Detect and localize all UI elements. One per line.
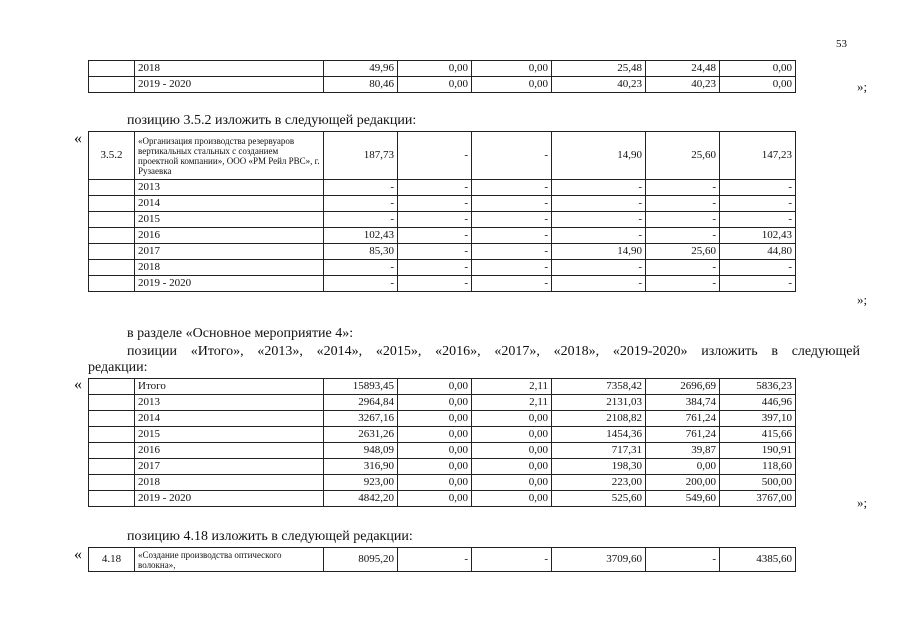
value-cell: 25,60	[646, 132, 720, 180]
value-cell: -	[398, 228, 472, 244]
value-cell: 415,66	[720, 427, 796, 443]
value-cell: 2131,03	[552, 395, 646, 411]
value-cell: 3767,00	[720, 491, 796, 507]
value-cell: 761,24	[646, 427, 720, 443]
value-cell: -	[552, 180, 646, 196]
value-cell: 102,43	[324, 228, 398, 244]
value-cell: 44,80	[720, 244, 796, 260]
table-row	[89, 77, 796, 93]
value-cell: 525,60	[552, 491, 646, 507]
value-cell: 549,60	[646, 491, 720, 507]
value-cell: 2964,84	[324, 395, 398, 411]
value-cell: 80,46	[324, 77, 398, 93]
table-row	[89, 411, 796, 427]
table-row	[89, 132, 796, 180]
value-cell: 0,00	[720, 61, 796, 77]
value-cell: 85,30	[324, 244, 398, 260]
value-cell: -	[646, 548, 720, 572]
value-cell: -	[646, 196, 720, 212]
value-cell: -	[324, 212, 398, 228]
table-row	[89, 491, 796, 507]
value-cell: -	[552, 196, 646, 212]
table-row	[89, 459, 796, 475]
value-cell: -	[324, 260, 398, 276]
value-cell: -	[398, 244, 472, 260]
value-cell: 14,90	[552, 244, 646, 260]
row-number-cell	[89, 379, 135, 395]
row-label-cell: 2019 - 2020	[135, 491, 324, 507]
value-cell: 0,00	[472, 411, 552, 427]
value-cell: 948,09	[324, 443, 398, 459]
table-row	[89, 475, 796, 491]
value-cell: 384,74	[646, 395, 720, 411]
row-number-cell	[89, 395, 135, 411]
row-number-cell	[89, 443, 135, 459]
table-row	[89, 196, 796, 212]
value-cell: 223,00	[552, 475, 646, 491]
value-cell: 0,00	[472, 427, 552, 443]
table-row	[89, 244, 796, 260]
value-cell: 2108,82	[552, 411, 646, 427]
value-cell: 761,24	[646, 411, 720, 427]
value-cell: -	[552, 212, 646, 228]
value-cell: 0,00	[398, 77, 472, 93]
value-cell: -	[552, 260, 646, 276]
value-cell: 102,43	[720, 228, 796, 244]
row-label-cell: 2018	[135, 260, 324, 276]
value-cell: 1454,36	[552, 427, 646, 443]
row-label-cell: 2013	[135, 180, 324, 196]
value-cell: -	[324, 180, 398, 196]
row-label-cell: 2019 - 2020	[135, 276, 324, 292]
value-cell: 0,00	[472, 459, 552, 475]
table-row	[89, 379, 796, 395]
row-label-cell: 2019 - 2020	[135, 77, 324, 93]
value-cell: -	[720, 180, 796, 196]
value-cell: 0,00	[398, 443, 472, 459]
value-cell: 25,48	[552, 61, 646, 77]
value-cell: -	[398, 260, 472, 276]
row-label-cell: 2015	[135, 427, 324, 443]
value-cell: -	[472, 228, 552, 244]
value-cell: 4842,20	[324, 491, 398, 507]
value-cell: 0,00	[398, 411, 472, 427]
row-number-cell	[89, 61, 135, 77]
value-cell: 500,00	[720, 475, 796, 491]
table-row	[89, 212, 796, 228]
row-number-cell	[89, 196, 135, 212]
value-cell: -	[398, 132, 472, 180]
value-cell: 118,60	[720, 459, 796, 475]
value-cell: 14,90	[552, 132, 646, 180]
row-number-cell	[89, 212, 135, 228]
row-label-cell: 2016	[135, 228, 324, 244]
row-label-cell: 2015	[135, 212, 324, 228]
value-cell: 0,00	[398, 475, 472, 491]
value-cell: -	[472, 196, 552, 212]
value-cell: 0,00	[398, 395, 472, 411]
value-cell: -	[398, 180, 472, 196]
value-cell: -	[472, 260, 552, 276]
row-label-cell: 2018	[135, 475, 324, 491]
value-cell: -	[398, 196, 472, 212]
opening-quote: «	[74, 546, 82, 563]
value-cell: 0,00	[472, 475, 552, 491]
value-cell: 0,00	[398, 61, 472, 77]
value-cell: 200,00	[646, 475, 720, 491]
row-number-cell	[89, 244, 135, 260]
instruction-paragraph-continuation: редакции:	[88, 360, 148, 375]
value-cell: 8095,20	[324, 548, 398, 572]
row-number-cell	[89, 427, 135, 443]
row-number-cell	[89, 77, 135, 93]
value-cell: -	[398, 212, 472, 228]
value-cell: -	[646, 228, 720, 244]
value-cell: 7358,42	[552, 379, 646, 395]
value-cell: 717,31	[552, 443, 646, 459]
row-label-cell: 2013	[135, 395, 324, 411]
value-cell: 446,96	[720, 395, 796, 411]
opening-quote: «	[74, 376, 82, 393]
table-position-4-18	[88, 547, 796, 572]
table-row	[89, 260, 796, 276]
row-number-cell	[89, 411, 135, 427]
value-cell: -	[646, 180, 720, 196]
row-number-cell	[89, 260, 135, 276]
table-row	[89, 548, 796, 572]
value-cell: 5836,23	[720, 379, 796, 395]
value-cell: 2696,69	[646, 379, 720, 395]
value-cell: -	[720, 212, 796, 228]
value-cell: 0,00	[398, 379, 472, 395]
project-name-cell: «Организация производства резервуаров вертикальных стальных с созданием проектной компании», ООО «РМ Рейл РВС», г. Рузаевка	[135, 132, 324, 180]
value-cell: 40,23	[646, 77, 720, 93]
value-cell: -	[398, 548, 472, 572]
row-label-cell: 2016	[135, 443, 324, 459]
value-cell: 0,00	[472, 61, 552, 77]
row-number-cell	[89, 228, 135, 244]
value-cell: 0,00	[646, 459, 720, 475]
value-cell: 3709,60	[552, 548, 646, 572]
value-cell: -	[552, 228, 646, 244]
value-cell: 0,00	[720, 77, 796, 93]
value-cell: 0,00	[398, 427, 472, 443]
row-number-cell	[89, 180, 135, 196]
row-label-cell: Итого	[135, 379, 324, 395]
instruction-paragraph: позиции «Итого», «2013», «2014», «2015», «2016», «2017», «2018», «2019-2020» изложить в следующей	[127, 344, 860, 359]
row-number-cell	[89, 459, 135, 475]
row-number-cell: 3.5.2	[89, 132, 135, 180]
value-cell: 25,60	[646, 244, 720, 260]
value-cell: 4385,60	[720, 548, 796, 572]
table-row	[89, 276, 796, 292]
value-cell: 0,00	[398, 491, 472, 507]
table-row	[89, 443, 796, 459]
value-cell: 0,00	[472, 77, 552, 93]
value-cell: -	[552, 276, 646, 292]
row-number-cell	[89, 491, 135, 507]
value-cell: -	[472, 548, 552, 572]
table-continuation	[88, 60, 796, 93]
closing-quote: »;	[857, 79, 868, 94]
value-cell: -	[720, 196, 796, 212]
value-cell: 2,11	[472, 379, 552, 395]
value-cell: -	[472, 244, 552, 260]
row-number-cell: 4.18	[89, 548, 135, 572]
row-label-cell: 2017	[135, 244, 324, 260]
table-main-activity-4	[88, 378, 796, 507]
table-row	[89, 427, 796, 443]
table-position-3-5-2	[88, 131, 796, 292]
table-row	[89, 395, 796, 411]
table-row	[89, 180, 796, 196]
row-label-cell: 2018	[135, 61, 324, 77]
value-cell: 49,96	[324, 61, 398, 77]
value-cell: 397,10	[720, 411, 796, 427]
row-number-cell	[89, 475, 135, 491]
value-cell: 190,91	[720, 443, 796, 459]
value-cell: -	[646, 276, 720, 292]
section-paragraph: в разделе «Основное мероприятие 4»:	[127, 326, 354, 341]
row-label-cell: 2017	[135, 459, 324, 475]
value-cell: 198,30	[552, 459, 646, 475]
value-cell: 147,23	[720, 132, 796, 180]
value-cell: -	[472, 132, 552, 180]
value-cell: 923,00	[324, 475, 398, 491]
row-label-cell: 2014	[135, 411, 324, 427]
closing-quote: »;	[857, 495, 868, 510]
closing-quote: »;	[857, 292, 868, 307]
value-cell: 2,11	[472, 395, 552, 411]
value-cell: 0,00	[472, 443, 552, 459]
value-cell: 187,73	[324, 132, 398, 180]
value-cell: 15893,45	[324, 379, 398, 395]
value-cell: -	[472, 212, 552, 228]
value-cell: 24,48	[646, 61, 720, 77]
instruction-paragraph: позицию 4.18 изложить в следующей редакции:	[127, 529, 413, 544]
table-row	[89, 61, 796, 77]
value-cell: -	[646, 212, 720, 228]
row-label-cell: 2014	[135, 196, 324, 212]
value-cell: -	[720, 260, 796, 276]
value-cell: -	[398, 276, 472, 292]
value-cell: -	[472, 276, 552, 292]
table-row	[89, 228, 796, 244]
value-cell: 3267,16	[324, 411, 398, 427]
value-cell: -	[324, 276, 398, 292]
value-cell: -	[324, 196, 398, 212]
instruction-paragraph: позицию 3.5.2 изложить в следующей редакции:	[127, 113, 417, 128]
opening-quote: «	[74, 130, 82, 147]
value-cell: 316,90	[324, 459, 398, 475]
row-number-cell	[89, 276, 135, 292]
value-cell: 0,00	[398, 459, 472, 475]
value-cell: -	[472, 180, 552, 196]
value-cell: 2631,26	[324, 427, 398, 443]
value-cell: 39,87	[646, 443, 720, 459]
value-cell: 40,23	[552, 77, 646, 93]
value-cell: -	[720, 276, 796, 292]
value-cell: -	[646, 260, 720, 276]
page-number: 53	[836, 38, 847, 50]
project-name-cell: «Создание производства оптического волокна»,	[135, 548, 324, 572]
value-cell: 0,00	[472, 491, 552, 507]
